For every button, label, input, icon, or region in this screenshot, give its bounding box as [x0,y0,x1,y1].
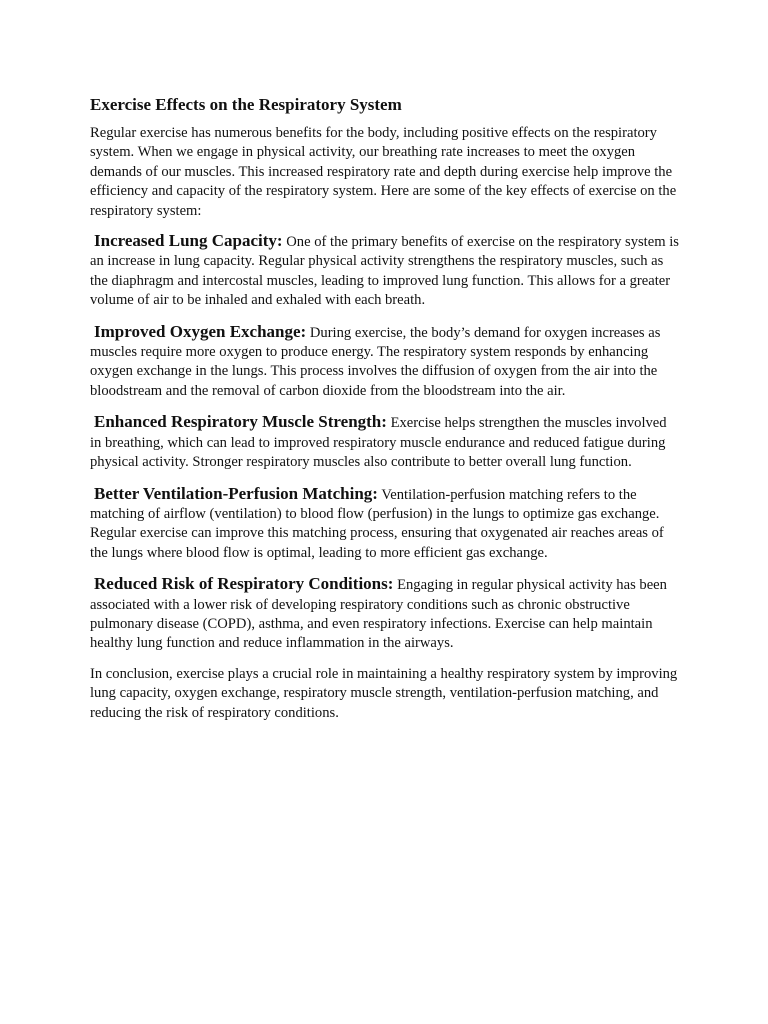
section-body: Ventilation-perfusion matching refers to the matching of airflow (ventilation) to blood flow (perfusion) in the lungs to optimize gas exchange. Regular exercise can improve this matching process, ensuring that oxygenated air reaches areas of the lungs where blood flow is optimal, leading to more efficient gas exchange. [90,486,664,561]
section-muscle-strength [90,412,680,472]
section-heading: Better Ventilation-Perfusion Matching: [94,483,378,503]
section-lung-capacity [90,231,680,311]
section-heading: Reduced Risk of Respiratory Conditions: [94,574,394,594]
intro-paragraph: Regular exercise has numerous benefits for the body, including positive effects on the respiratory system. When we engage in physical activity, our breathing rate increases to meet the oxygen demands of our muscles. This increased respiratory rate and depth during exercise help improve the efficiency and capacity of the respiratory system. Here are some of the key effects of exercise on the respiratory system: [90,125,677,219]
section-reduced-risk [90,574,680,654]
conclusion-paragraph: In conclusion, exercise plays a crucial role in maintaining a healthy respiratory system by improving lung capacity, oxygen exchange, respiratory muscle strength, ventilation-perfusion matching, and reducing the risk of respiratory conditions. [90,665,678,721]
section-body: Exercise helps strengthen the muscles involved in breathing, which can lead to improved respiratory muscle endurance and reduced fatigue during physical activity. Stronger respiratory muscles also contribute to better overall lung function. [90,415,667,471]
section-heading: Increased Lung Capacity: [94,231,283,251]
section-oxygen-exchange [90,322,680,402]
section-body: During exercise, the body’s demand for oxygen increases as muscles require more oxygen to produce energy. The respiratory system responds by enhancing oxygen exchange in the lungs. This process involves the diffusion of oxygen from the air into the bloodstream and the removal of carbon dioxide from the bloodstream into the air. [90,324,661,399]
section-heading: Enhanced Respiratory Muscle Strength: [94,412,387,432]
section-body: One of the primary benefits of exercise on the respiratory system is an increase in lung capacity. Regular physical activity strengthens the respiratory muscles, such as the diaphragm and intercostal muscles, leading to improved lung function. This allows for a greater volume of air to be inhaled and exhaled with each breath. [90,234,679,309]
section-body: Engaging in regular physical activity has been associated with a lower risk of developing respiratory conditions such as chronic obstructive pulmonary disease (COPD), asthma, and even respiratory infections. Exercise can help maintain healthy lung function and reduce inflammation in the airways. [90,577,667,652]
section-ventilation-perfusion [90,484,680,564]
document-title: Exercise Effects on the Respiratory System [90,95,402,114]
section-heading: Improved Oxygen Exchange: [94,321,307,341]
